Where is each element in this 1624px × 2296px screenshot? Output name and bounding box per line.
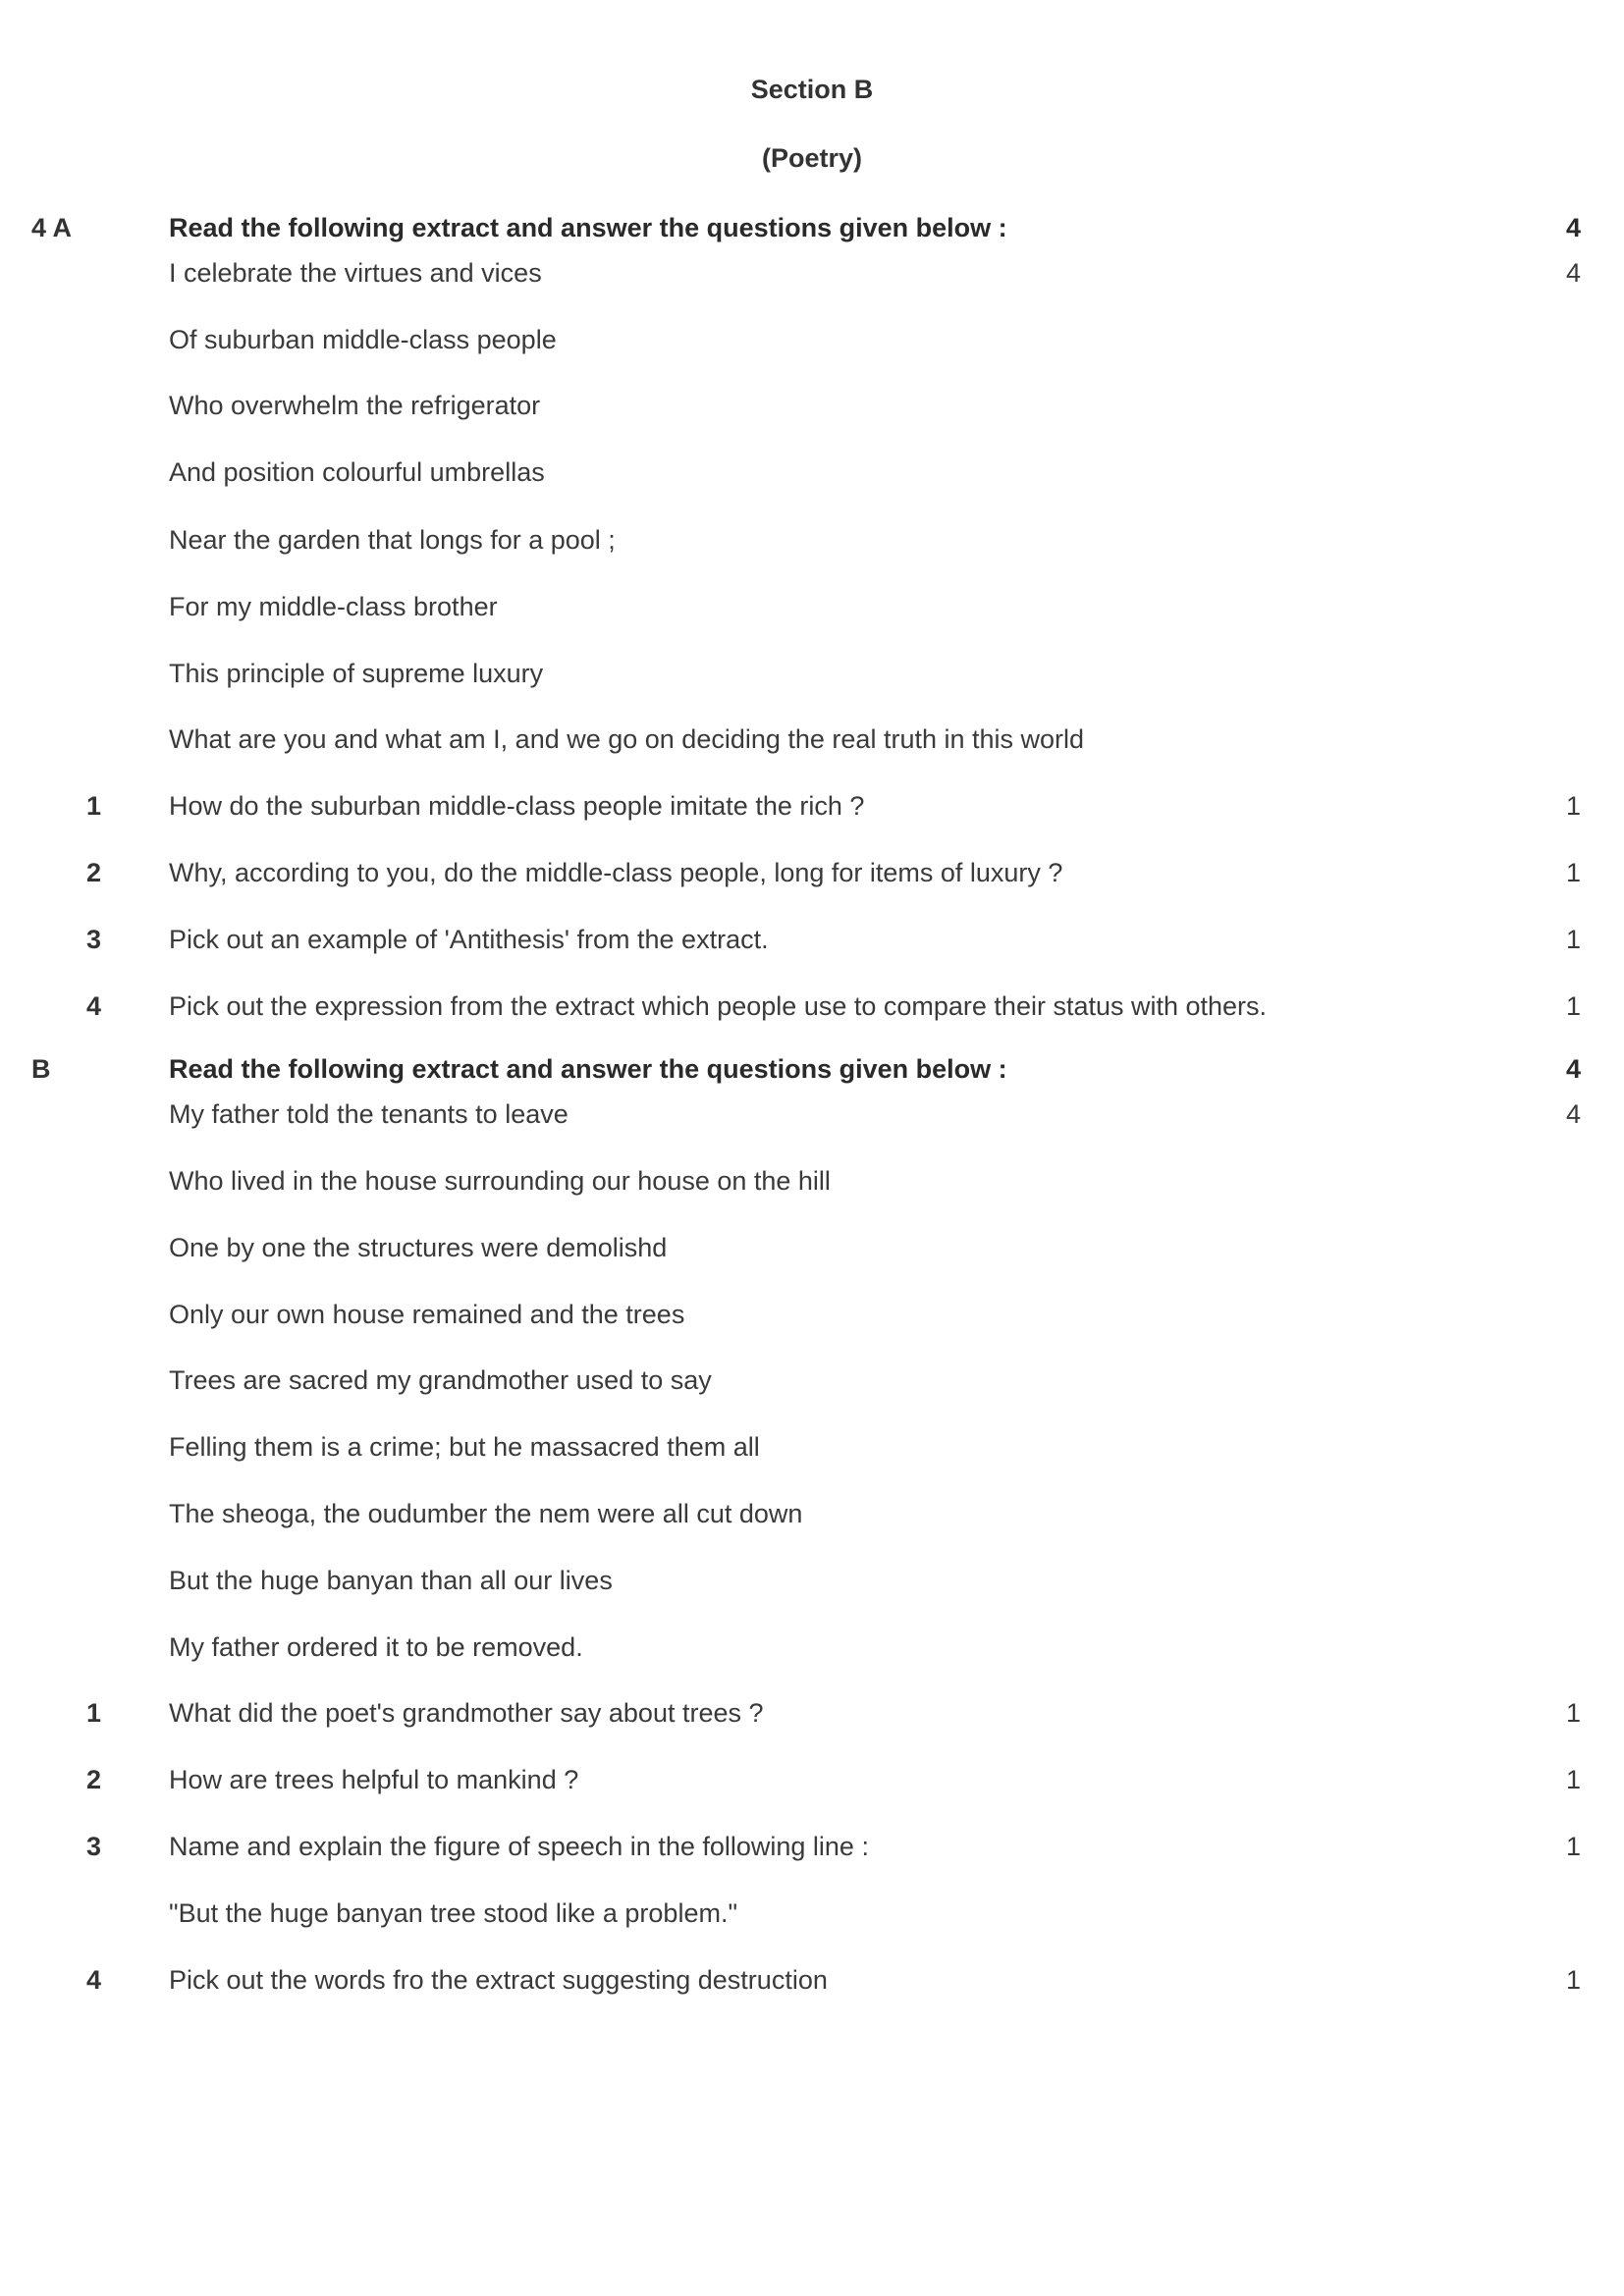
sub-question <box>0 853 1624 892</box>
sub-question-number: 1 <box>86 791 102 821</box>
extract-line <box>0 654 1624 693</box>
extract-line <box>0 520 1624 560</box>
question-marks: 4 <box>1565 1054 1581 1084</box>
sub-question-marks: 1 <box>1565 1698 1581 1728</box>
sub-question-marks: 1 <box>1565 925 1581 954</box>
extract-marks: 4 <box>1565 1099 1581 1129</box>
sub-question-marks: 1 <box>1565 1765 1581 1794</box>
section-subtitle: (Poetry) <box>761 143 862 173</box>
extract-line <box>0 1161 1624 1201</box>
extract-text: Of suburban middle-class people <box>169 325 557 354</box>
extract-text: Who lived in the house surrounding our house on the hill <box>169 1166 831 1196</box>
sub-question <box>0 1760 1624 1799</box>
extract-line <box>0 1361 1624 1400</box>
extract-line <box>0 1295 1624 1334</box>
sub-question-text: Why, according to you, do the middle-class people, long for items of luxury ? <box>169 858 1063 887</box>
extract-text: But the huge banyan than all our lives <box>169 1566 613 1595</box>
extract-line <box>0 1494 1624 1533</box>
sub-question-text: "But the huge banyan tree stood like a problem." <box>169 1898 738 1928</box>
sub-question-text: Pick out an example of 'Antithesis' from the extract. <box>169 925 769 954</box>
extract-line <box>0 1628 1624 1667</box>
sub-question <box>0 1960 1624 2000</box>
sub-question-text: How do the suburban middle-class people imitate the rich ? <box>169 791 865 821</box>
sub-question-marks: 1 <box>1565 791 1581 821</box>
extract-text: The sheoga, the oudumber the nem were all cut down <box>169 1499 803 1528</box>
extract-text: Near the garden that longs for a pool ; <box>169 525 616 555</box>
extract-text: One by one the structures were demolishd <box>169 1233 668 1262</box>
question-a-heading <box>0 208 1624 247</box>
sub-question-text: Pick out the expression from the extract which people use to compare their status with others. <box>169 991 1268 1021</box>
sub-question-text: What did the poet's grandmother say about trees ? <box>169 1698 764 1728</box>
sub-question <box>0 920 1624 959</box>
extract-line <box>0 253 1624 293</box>
sub-question-number: 2 <box>86 858 102 887</box>
extract-line <box>0 1561 1624 1600</box>
question-instruction: Read the following extract and answer the questions given below : <box>169 213 1007 242</box>
sub-question <box>0 1827 1624 1866</box>
sub-question-marks: 1 <box>1565 991 1581 1021</box>
extract-line <box>0 1095 1624 1134</box>
question-b-heading <box>0 1049 1624 1089</box>
extract-marks: 4 <box>1565 258 1581 288</box>
sub-question-marks: 1 <box>1565 1965 1581 1995</box>
sub-question-number: 3 <box>86 925 102 954</box>
question-marks: 4 <box>1565 213 1581 242</box>
question-number: 4 A <box>31 213 73 242</box>
extract-text: Who overwhelm the refrigerator <box>169 391 541 420</box>
extract-text: What are you and what am I, and we go on deciding the real truth in this world <box>169 724 1085 754</box>
sub-question-number: 2 <box>86 1765 102 1794</box>
sub-question-marks: 1 <box>1565 858 1581 887</box>
extract-line <box>0 320 1624 359</box>
question-number: B <box>31 1054 51 1084</box>
sub-question <box>0 1693 1624 1733</box>
extract-line <box>0 1228 1624 1267</box>
sub-question-number: 4 <box>86 991 102 1021</box>
quoted-line <box>0 1894 1624 1933</box>
question-instruction: Read the following extract and answer the questions given below : <box>169 1054 1007 1084</box>
sub-question-marks: 1 <box>1565 1832 1581 1861</box>
sub-question-number: 1 <box>86 1698 102 1728</box>
extract-line <box>0 1427 1624 1467</box>
sub-question-text: Name and explain the figure of speech in the following line : <box>169 1832 869 1861</box>
extract-text: My father told the tenants to leave <box>169 1099 568 1129</box>
extract-text: I celebrate the virtues and vices <box>169 258 542 288</box>
sub-question <box>0 786 1624 826</box>
extract-text: For my middle-class brother <box>169 592 498 621</box>
extract-text: Only our own house remained and the trees <box>169 1300 685 1329</box>
sub-question-text: Pick out the words fro the extract suggesting destruction <box>169 1965 828 1995</box>
extract-line <box>0 587 1624 626</box>
sub-question <box>0 987 1624 1026</box>
sub-question-number: 3 <box>86 1832 102 1861</box>
extract-line <box>0 453 1624 492</box>
extract-text: This principle of supreme luxury <box>169 659 544 688</box>
extract-text: Felling them is a crime; but he massacred them all <box>169 1432 760 1462</box>
section-title: Section B <box>750 75 874 104</box>
extract-text: And position colourful umbrellas <box>169 457 545 487</box>
sub-question-number: 4 <box>86 1965 102 1995</box>
extract-line <box>0 720 1624 759</box>
extract-text: My father ordered it to be removed. <box>169 1632 583 1662</box>
sub-question-text: How are trees helpful to mankind ? <box>169 1765 579 1794</box>
extract-text: Trees are sacred my grandmother used to say <box>169 1365 712 1395</box>
extract-line <box>0 386 1624 425</box>
